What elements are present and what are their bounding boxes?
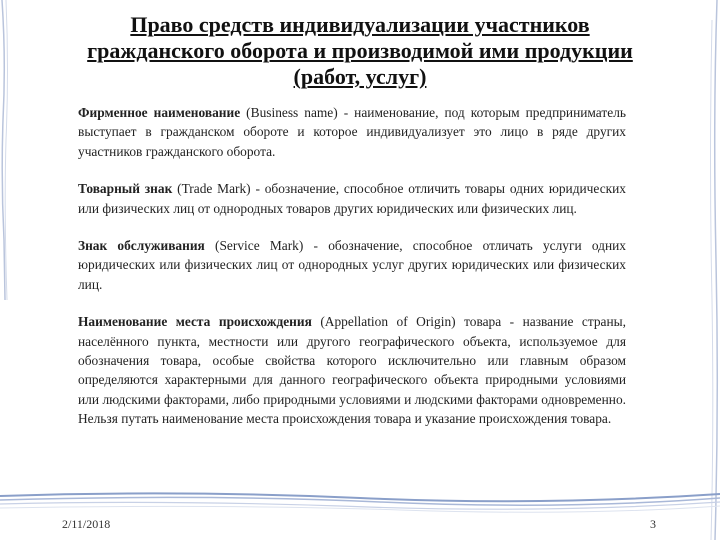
slide-date: 2/11/2018 <box>62 517 111 531</box>
title-line-1: Право средств индивидуализации участников <box>130 12 590 37</box>
definition-service-mark: (Service Mark) - обозначение, способное отличать услуги одних юридических или физических лиц от однородных услуг других юридических или физических лиц. <box>78 238 626 292</box>
slide-body <box>78 103 626 447</box>
paragraph-appellation-of-origin <box>78 312 626 428</box>
term-service-mark: Знак обслуживания <box>78 238 205 254</box>
slide-title <box>40 12 680 90</box>
paragraph-business-name <box>78 103 626 161</box>
title-line-3: (работ, услуг) <box>293 64 427 89</box>
term-appellation-of-origin: Наименование места происхождения <box>78 314 312 330</box>
title-line-2: гражданского оборота и производимой ими продукции <box>87 38 633 63</box>
term-trade-mark: Товарный знак <box>78 181 173 197</box>
left-edge-decoration <box>0 0 20 300</box>
right-edge-decoration <box>700 0 720 540</box>
definition-trade-mark: (Trade Mark) - обозначение, способное отличить товары одних юридических или физических лиц от однородных товаров других юридических или физических лиц. <box>78 181 626 216</box>
bottom-wave-decoration <box>0 488 720 518</box>
term-business-name: Фирменное наименование <box>78 105 241 120</box>
slide-page-number: 3 <box>650 517 656 531</box>
definition-appellation-of-origin: (Appellation of Origin) товара - название страны, населённого пункта, местности или другого географического объекта, используемое для обозначения товара, особые свойства которого исключительно или главным образом определяются характерными для данного географического объекта природными условиями или людскими факторами, либо природными условиями и людскими факторами одновременно. Нельзя путать наименование места происхождения товара и указание происхождения товара. <box>78 314 626 427</box>
paragraph-trade-mark <box>78 179 626 218</box>
definition-business-name: (Business name) - наименование, под которым предприниматель выступает в гражданском обороте и которое индивидуализует это лицо в ряде других участников гражданского оборота. <box>78 105 626 159</box>
paragraph-service-mark <box>78 236 626 294</box>
